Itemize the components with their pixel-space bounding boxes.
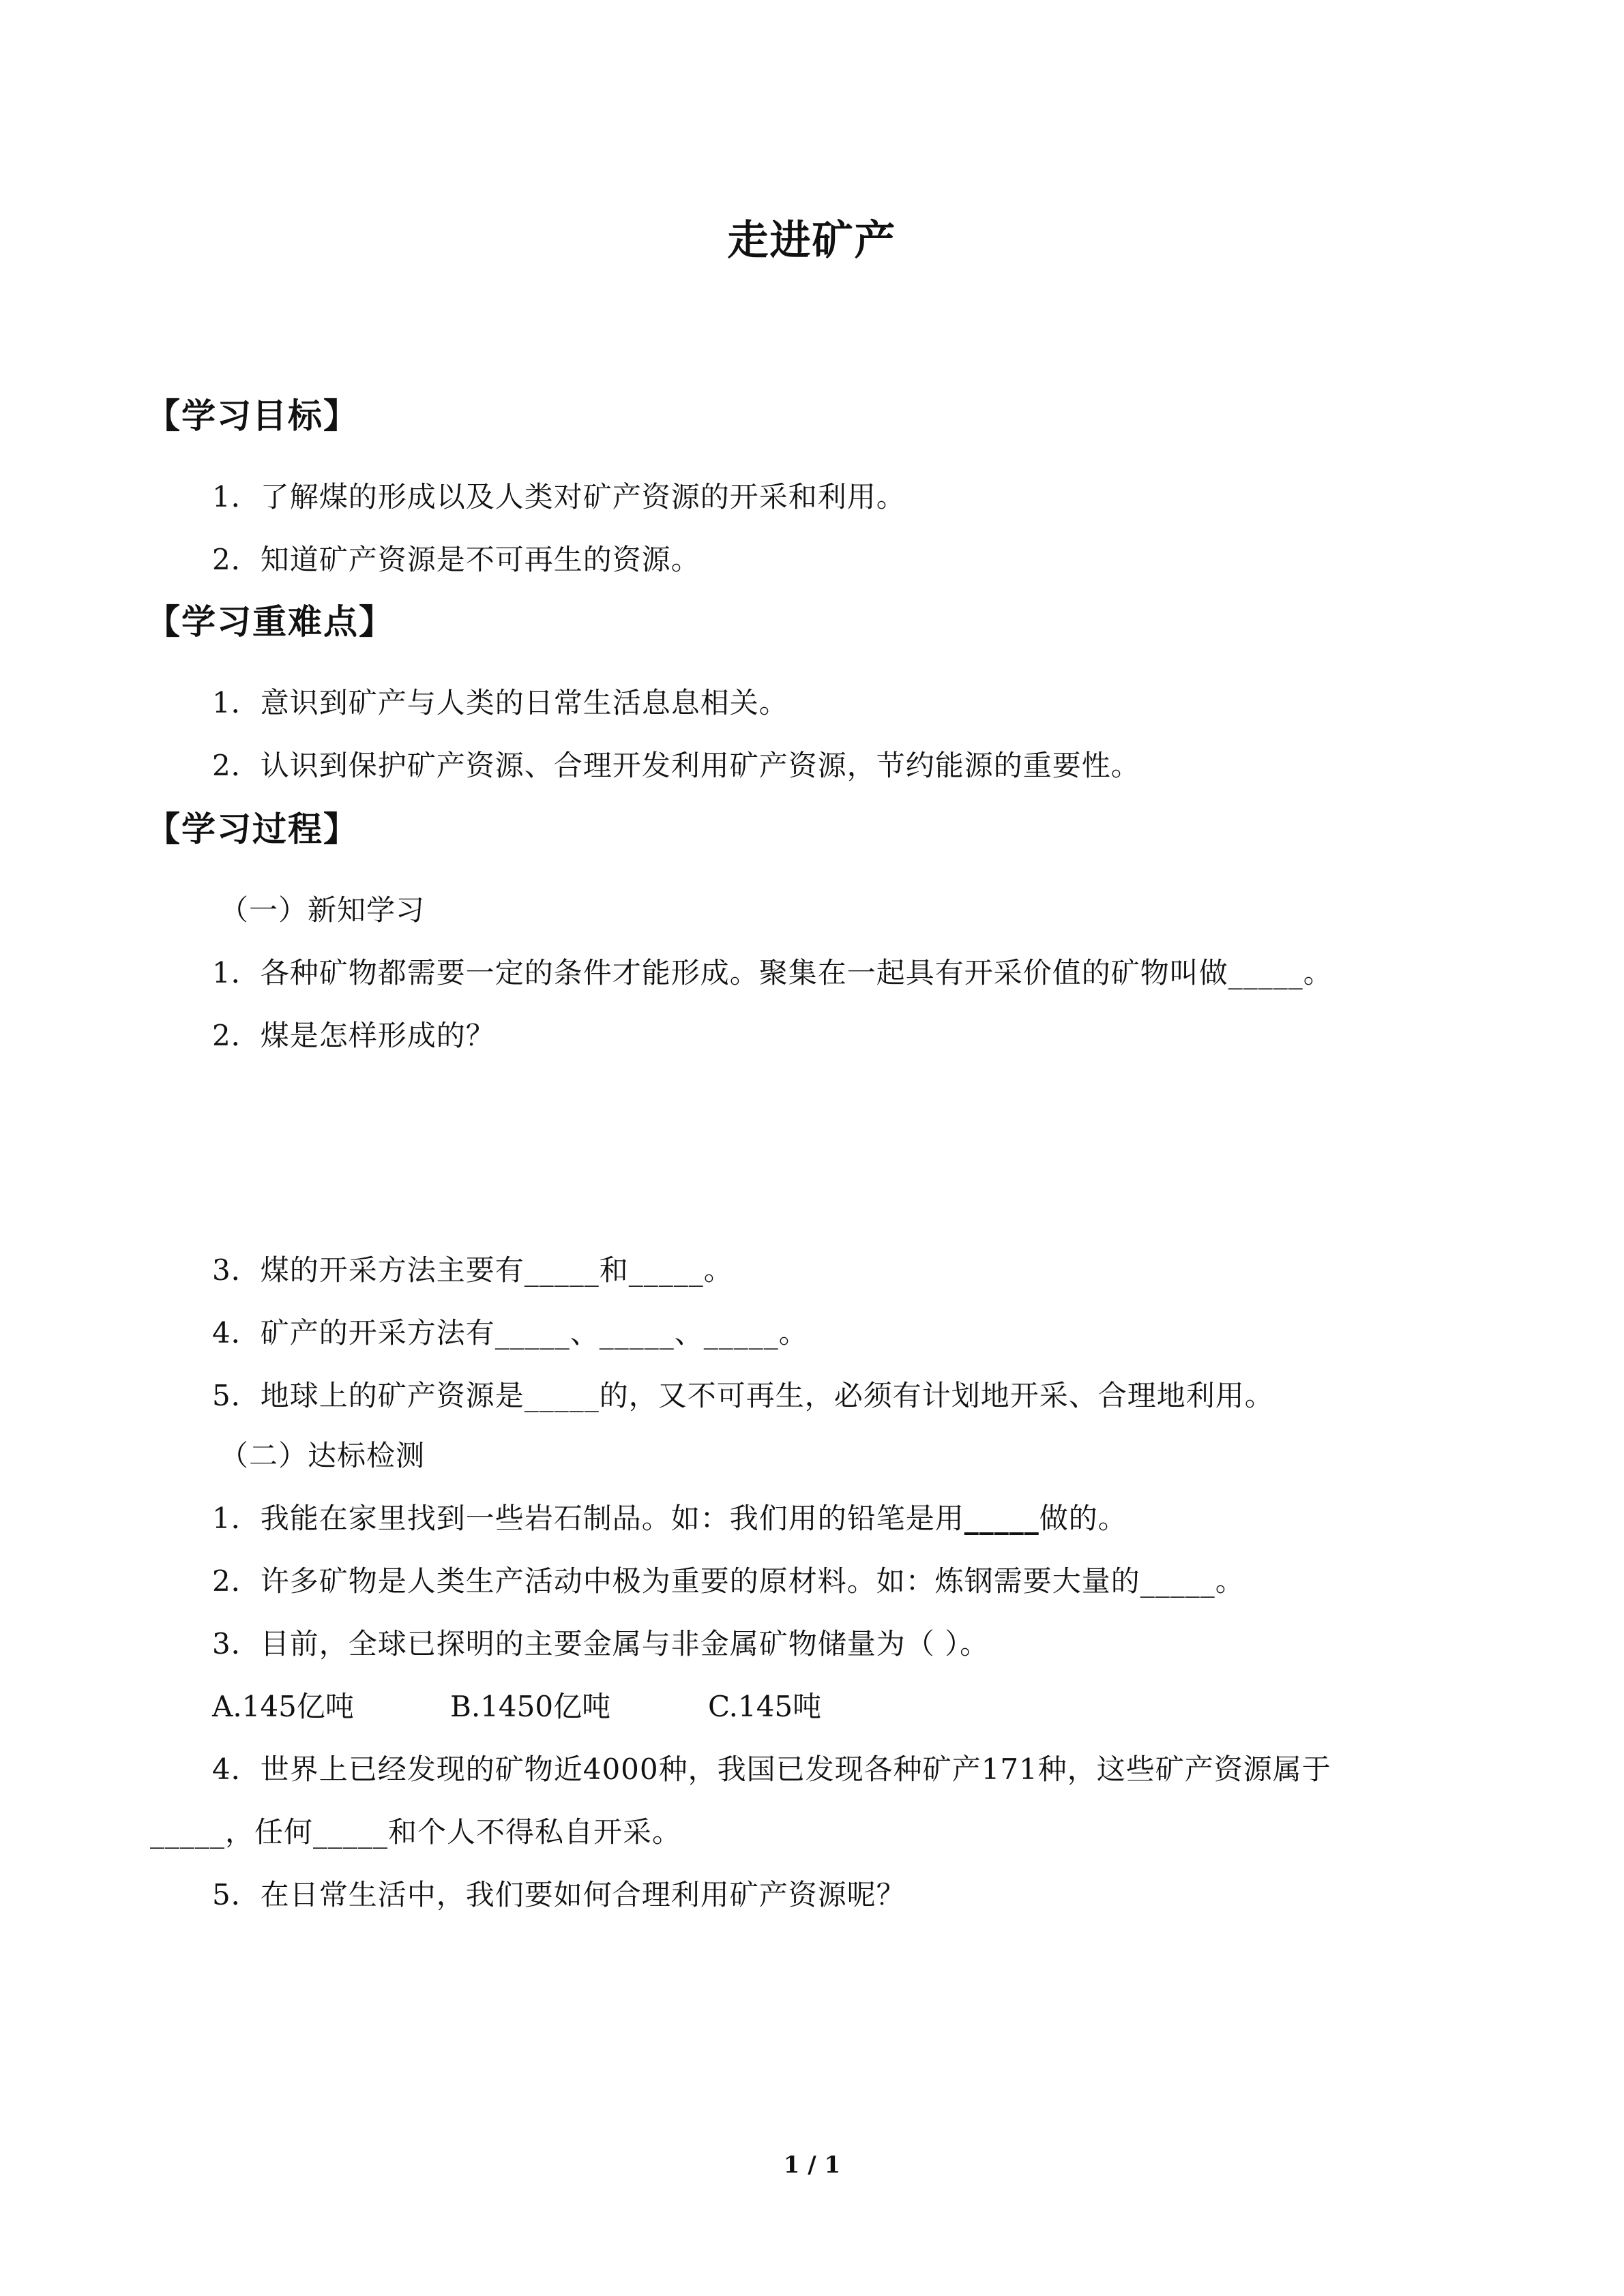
part2-question-4-line-1: 4．世界上已经发现的矿物近4000种，我国已发现各种矿产171种，这些矿产资源属于 — [212, 1753, 1331, 1786]
key-point-item-2: 2．认识到保护矿产资源、合理开发利用矿产资源，节约能源的重要性。 — [212, 749, 1140, 782]
part2-question-4-line-2: _____，任何_____和个人不得私自开采。 — [150, 1815, 682, 1849]
part1-label: （一）新知学习 — [220, 893, 426, 927]
part2-question-3: 3．目前，全球已探明的主要金属与非金属矿物储量为（ ）。 — [212, 1627, 990, 1660]
heading-process: 【学习过程】 — [146, 809, 359, 849]
part2-question-5: 5．在日常生活中，我们要如何合理利用矿产资源呢？ — [212, 1878, 906, 1911]
heading-key-points: 【学习重难点】 — [146, 602, 394, 642]
part2-question-2: 2．许多矿物是人类生产活动中极为重要的原材料。如：炼钢需要大量的_____。 — [212, 1564, 1245, 1598]
part1-question-2: 2．煤是怎样形成的？ — [212, 1019, 495, 1052]
q3-option-b: B.1450亿吨 — [450, 1690, 611, 1723]
objective-item-2: 2．知道矿产资源是不可再生的资源。 — [212, 543, 700, 576]
part1-question-3: 3．煤的开采方法主要有_____和_____。 — [212, 1253, 733, 1287]
q1-text-after: 做的。 — [1039, 1502, 1127, 1535]
page-title: 走进矿产 — [727, 217, 897, 265]
objective-item-1: 1．了解煤的形成以及人类对矿产资源的开采和利用。 — [212, 480, 906, 513]
heading-objectives: 【学习目标】 — [146, 396, 359, 436]
part1-question-4: 4．矿产的开采方法有_____、_____、_____。 — [212, 1316, 808, 1350]
part2-label: （二）达标检测 — [220, 1439, 426, 1472]
part2-question-1 — [212, 1496, 1127, 1537]
key-point-item-1: 1．意识到矿产与人类的日常生活息息相关。 — [212, 686, 788, 719]
q3-option-a: A.145亿吨 — [212, 1690, 354, 1723]
page-number: 1 / 1 — [783, 2151, 841, 2179]
q1-blank: _____ — [964, 1502, 1039, 1535]
q1-text-before: 1．我能在家里找到一些岩石制品。如：我们用的铅笔是用 — [212, 1502, 964, 1535]
q3-option-c: C.145吨 — [708, 1690, 822, 1723]
part1-question-1: 1．各种矿物都需要一定的条件才能形成。聚集在一起具有开采价值的矿物叫做_____。 — [212, 956, 1333, 989]
part1-question-5: 5．地球上的矿产资源是_____的，又不可再生，必须有计划地开采、合理地利用。 — [212, 1379, 1274, 1412]
